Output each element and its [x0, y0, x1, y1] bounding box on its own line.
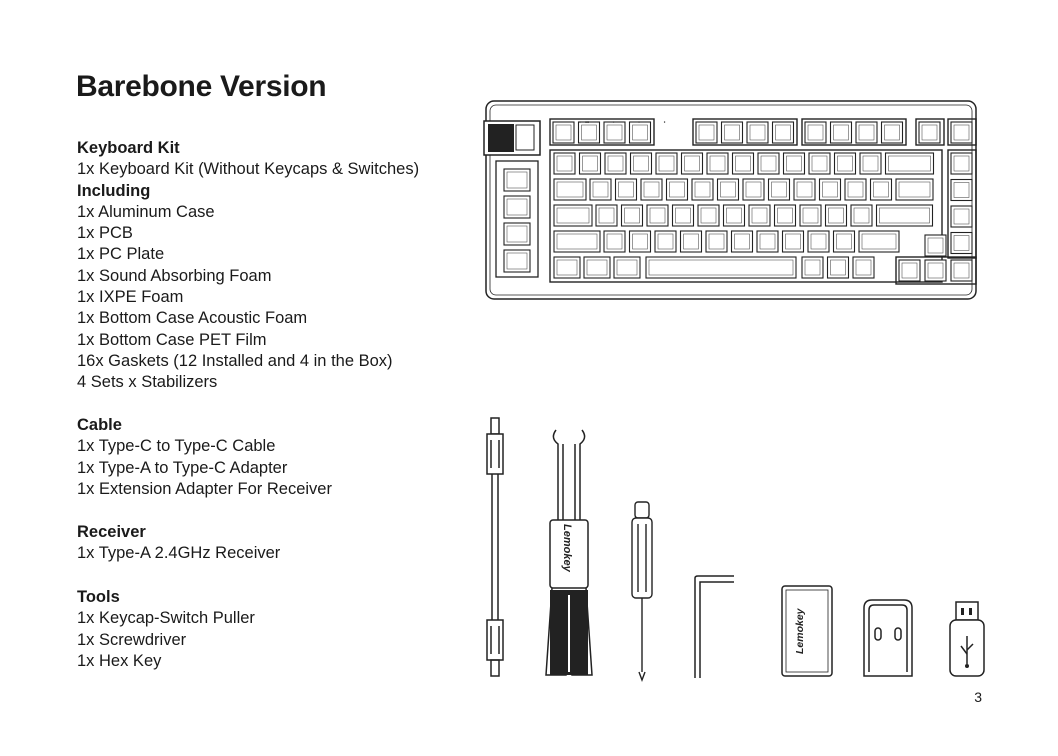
usb-receiver-icon: [950, 602, 984, 676]
page-number: 3: [974, 689, 982, 705]
list-item: 1x PC Plate: [77, 245, 165, 264]
tools-section: [77, 587, 255, 672]
page-title: Barebone Version: [76, 70, 327, 103]
cable-heading: Cable: [77, 416, 122, 434]
accessories-illustration: [470, 410, 990, 685]
list-item: 1x Hex Key: [77, 651, 162, 670]
list-item: 1x Extension Adapter For Receiver: [77, 479, 332, 498]
puller-brand-label: Lemokey: [561, 524, 573, 572]
list-item: 1x Screwdriver: [77, 630, 187, 649]
list-item: 1x Sound Absorbing Foam: [77, 266, 272, 285]
keyboard-kit-line: 1x Keyboard Kit (Without Keycaps & Switches): [77, 160, 420, 179]
keyboard-illustration: [480, 95, 980, 305]
list-item: 4 Sets x Stabilizers: [77, 373, 218, 392]
extension-adapter-icon: [782, 586, 832, 676]
including-subheading: Including: [77, 181, 151, 200]
hex-key-icon: [695, 576, 734, 678]
key: [504, 196, 530, 218]
list-item: 1x Type-A to Type-C Adapter: [77, 458, 288, 477]
key: [504, 169, 530, 191]
list-item: 1x Keycap-Switch Puller: [77, 609, 255, 628]
adapter-brand-label: Lemokey: [794, 608, 806, 654]
list-item: 1x Type-A 2.4GHz Receiver: [77, 544, 281, 563]
screwdriver-icon: [632, 502, 652, 680]
list-item: 1x PCB: [77, 224, 133, 243]
key: [504, 223, 530, 245]
list-item: 1x Bottom Case Acoustic Foam: [77, 309, 308, 328]
list-item: 1x IXPE Foam: [77, 288, 184, 307]
list-item: 16x Gaskets (12 Installed and 4 in the Box): [77, 351, 393, 370]
type-a-to-type-c-adapter-icon: [864, 600, 912, 676]
tools-heading: Tools: [77, 588, 120, 606]
cable-section: [77, 415, 332, 500]
keyboard-kit-heading: Keyboard Kit: [77, 139, 180, 157]
list-item: 1x Aluminum Case: [77, 202, 215, 221]
receiver-section: [77, 522, 280, 565]
list-item: 1x Type-C to Type-C Cable: [77, 437, 276, 456]
type-c-cable-icon: [487, 418, 503, 676]
keyboard-keys: [504, 119, 976, 284]
list-item: 1x Bottom Case PET Film: [77, 330, 267, 349]
receiver-heading: Receiver: [77, 523, 146, 541]
keyboard-kit-section: [77, 138, 419, 394]
